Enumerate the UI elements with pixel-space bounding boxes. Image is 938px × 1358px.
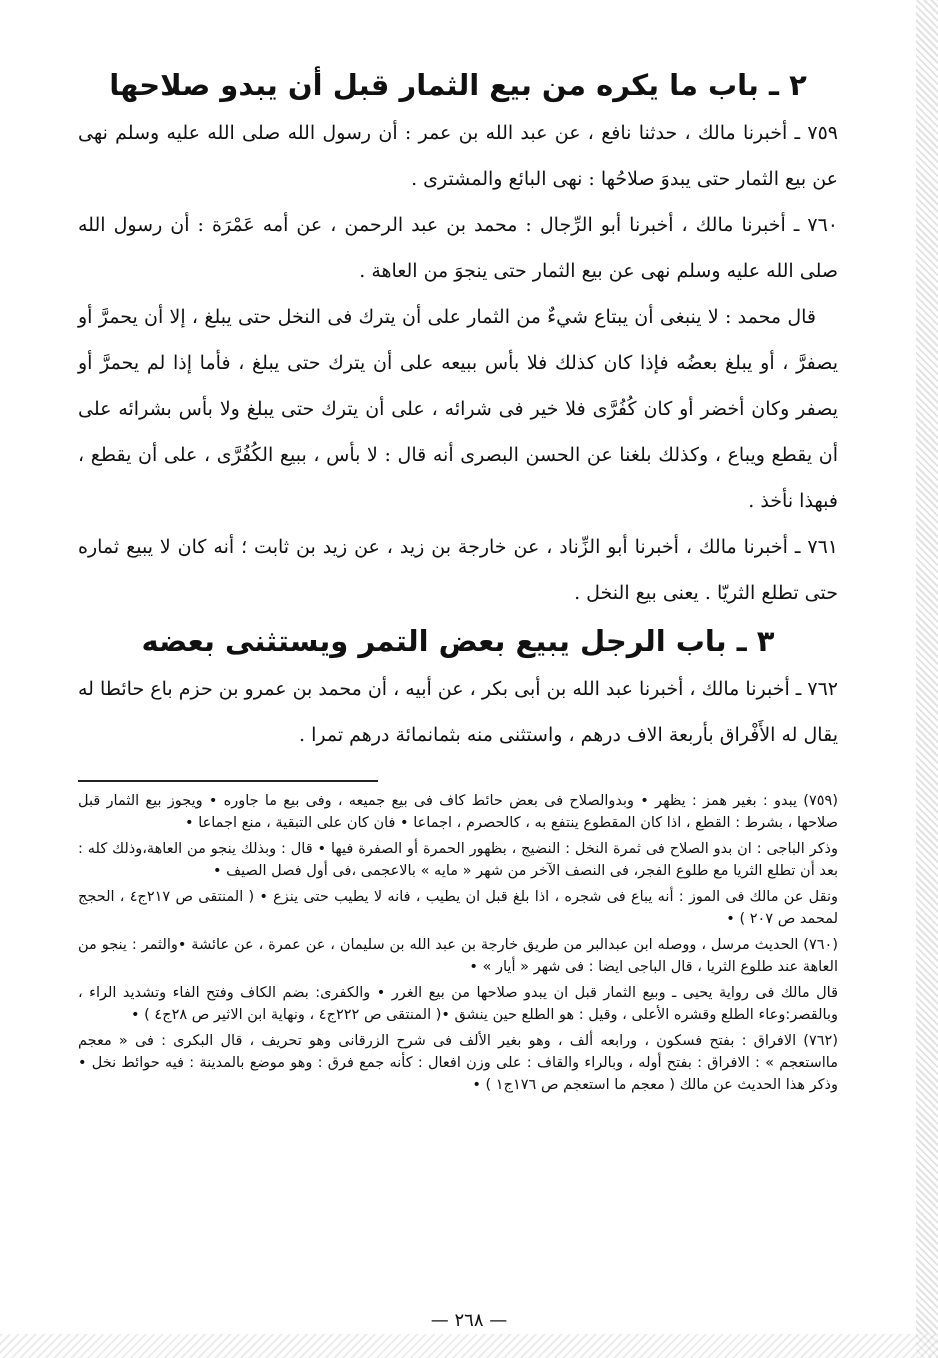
chapter-heading-3: ٣ ـ باب الرجل يبيع بعض التمر ويستثنى بعضه [141, 624, 775, 658]
footnote-759-banana: ونقل عن مالك فى الموز : أنه يباع فى شجره ، اذا بلغ قبل ان يطيب ، فانه لا يطيب حتى ينزع • ( المنتقى ص ٢١٧ج٤ ، الحجج لمحمد ص ٢٠٧ ) • [78, 889, 838, 927]
footnote-separator [78, 780, 378, 782]
scan-edge-right [916, 0, 938, 1358]
main-text-2 [78, 666, 838, 758]
page-content [78, 60, 838, 1100]
hadith-761: ٧٦١ ـ أخبرنا مالك ، أخبرنا أبو الزِّناد ، عن خارجة بن زيد ، عن زيد بن ثابت ؛ أنه كان لا يبيع ثماره حتى تطلع الثريّا . يعنى بيع النخل . [78, 536, 838, 604]
hadith-762: ٧٦٢ ـ أخبرنا مالك ، أخبرنا عبد الله بن أبى بكر ، عن أبيه ، أن محمد بن عمرو بن حزم باع حائطا له يقال له الأَفْراق بأربعة الاف درهم ، واستثنى منه بثمانمائة درهم تمرا . [78, 678, 838, 746]
chapter-heading-2: ٢ ـ باب ما يكره من بيع الثمار قبل أن يبدو صلاحها [109, 68, 807, 102]
page-number: — ٢٦٨ — [430, 1310, 508, 1331]
scan-edge-bottom [0, 1334, 938, 1358]
footnotes [78, 790, 838, 1096]
footnote-760-malik: قال مالك فى رواية يحيى ـ وبيع الثمار قبل ان يبدو صلاحها من بيع الغرر • والكفرى: بضم الكاف وفتح الفاء وتشديد الراء ، وبالقصر:وعاء الطلع وقشره الأعلى ، وقيل : هو الطلع حين ينشق •( المنتقى ص ٢٢٢ج٤ ، ونهاية ابن الاثير ص ٢٨ج٤ ) • [78, 985, 838, 1023]
footnote-759: (٧٥٩) يبدو : بغير همز : يظهر • وبدوالصلاح فى بعض حائط كاف فى بيع جميعه ، وفى بيع ما جاوره • ويجوز بيع الثمار قبل صلاحها ، بشرط : القطع ، اذا كان المقطوع ينتفع به ، كالحصرم ، اجماعا • فان كان على التبقية ، منع اجماعا • [78, 793, 838, 831]
commentary-muhammad: قال محمد : لا ينبغى أن يبتاع شيءٌ من الثمار على أن يترك فى النخل حتى يبلغ ، إلا أن يحمرَّ أو يصفرَّ ، أو يبلغ بعضُه فإذا كان كذلك فلا بأس ببيعه على أن يترك حتى يبلغ ، فأما إذا لم يحمرَّ أو يصفر وكان أخضر أو كان كُفُرَّى فلا خير فى شرائه ، على أن يترك حتى يبلغ ولا بأس بشرائه على أن يقطع ويباع ، وكذلك بلغنا عن الحسن البصرى أنه قال : لا بأس ، ببيع الكُفُرَّى ، على أن يقطع ، فبهذا نأخذ . [78, 306, 838, 512]
footnote-760: (٧٦٠) الحديث مرسل ، ووصله ابن عبدالبر من طريق خارجة بن عبد الله بن سليمان ، عن عمرة ، عن عائشة •والثمر : ينجو من العاهة عند طلوع الثريا ، قال الباجى ايضا : فى شهر « أيار » • [78, 937, 838, 975]
main-text-1 [78, 110, 838, 616]
footnote-762: (٧٦٢) الافراق : بفتح فسكون ، ورابعه ألف ، وهو بغير الألف فى شرح الزرقانى وهو تحريف ، قال البكرى : فى « معجم مااستعجم » : الافراق : بفتح أوله ، وبالراء والقاف : على وزن افعال : كأنه جمع فرق : وهو موضع بالمدينة : فيه حوائط نخل • وذكر هذا الحديث عن مالك ( معجم ما استعجم ص ١٧٦ج١ ) • [78, 1033, 838, 1093]
footnote-759-baji: وذكر الباجى : ان بدو الصلاح فى ثمرة النخل : النضيج ، بظهور الحمرة أو الصفرة فيها • قال : وبذلك ينجو من العاهة،وذلك كله : بعد أن تطلع الثريا مع طلوع الفجر، فى النصف الآخر من شهر « مايه » بالاعجمى ،فى أول فصل الصيف • [78, 841, 838, 879]
hadith-760: ٧٦٠ ـ أخبرنا مالك ، أخبرنا أبو الرِّجال : محمد بن عبد الرحمن ، عن أمه عَمْرَة : أن رسول الله صلى الله عليه وسلم نهى عن بيع الثمار حتى ينجوَ من العاهة . [78, 214, 838, 282]
hadith-759: ٧٥٩ ـ أخبرنا مالك ، حدثنا نافع ، عن عبد الله بن عمر : أن رسول الله صلى الله عليه وسلم نهى عن بيع الثمار حتى يبدوَ صلاحُها : نهى البائع والمشترى . [78, 122, 838, 190]
